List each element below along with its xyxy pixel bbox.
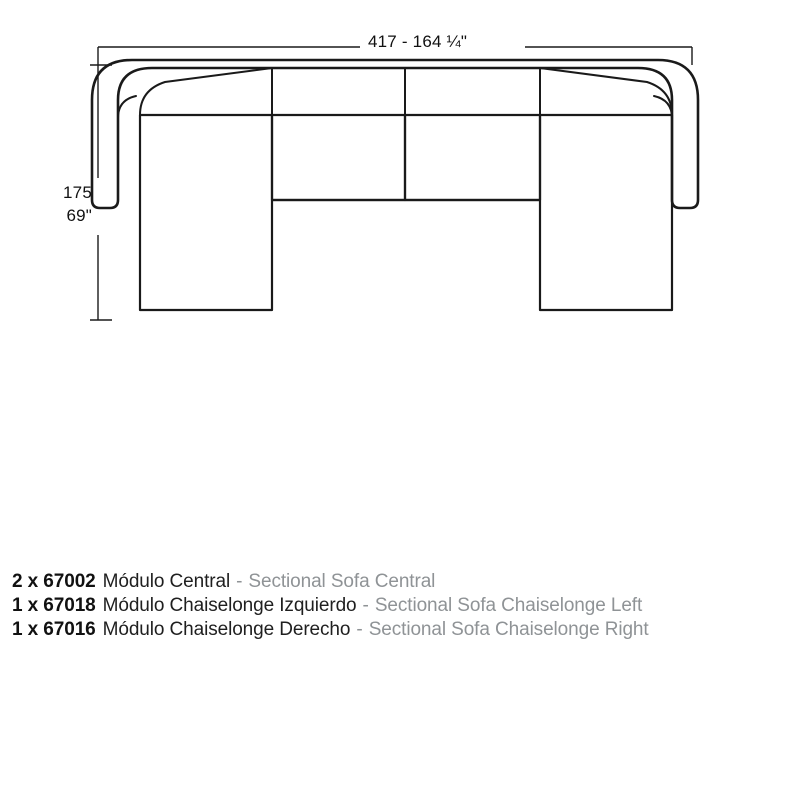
legend-name-en: Sectional Sofa Chaiselonge Right bbox=[368, 619, 649, 640]
sofa-modules bbox=[140, 115, 672, 310]
legend-separator: - bbox=[236, 571, 243, 592]
list-item bbox=[12, 620, 792, 639]
legend-name-en: Sectional Sofa Central bbox=[248, 571, 436, 592]
legend-name-es: Módulo Chaiselonge Derecho bbox=[102, 619, 351, 640]
sofa-arm-details bbox=[118, 96, 672, 200]
legend-name-en: Sectional Sofa Chaiselonge Left bbox=[374, 595, 643, 616]
legend-code: 1 x 67018 bbox=[12, 595, 96, 616]
legend-name-es: Módulo Chaiselonge Izquierdo bbox=[102, 595, 357, 616]
legend-separator: - bbox=[362, 595, 369, 616]
legend-separator: - bbox=[356, 619, 363, 640]
sofa-outline bbox=[92, 60, 698, 208]
sofa-back-seams bbox=[140, 68, 672, 115]
height-dimension-in: 69" bbox=[66, 205, 92, 225]
legend-code: 1 x 67016 bbox=[12, 619, 96, 640]
list-item bbox=[12, 572, 792, 591]
list-item bbox=[12, 596, 792, 615]
height-dimension-label bbox=[36, 182, 92, 228]
legend-code: 2 x 67002 bbox=[12, 571, 96, 592]
width-dimension-label: 417 - 164 ¼" bbox=[368, 32, 468, 51]
module-legend bbox=[12, 572, 792, 644]
height-dimension-cm: 175 bbox=[63, 183, 92, 202]
legend-name-es: Módulo Central bbox=[102, 571, 231, 592]
